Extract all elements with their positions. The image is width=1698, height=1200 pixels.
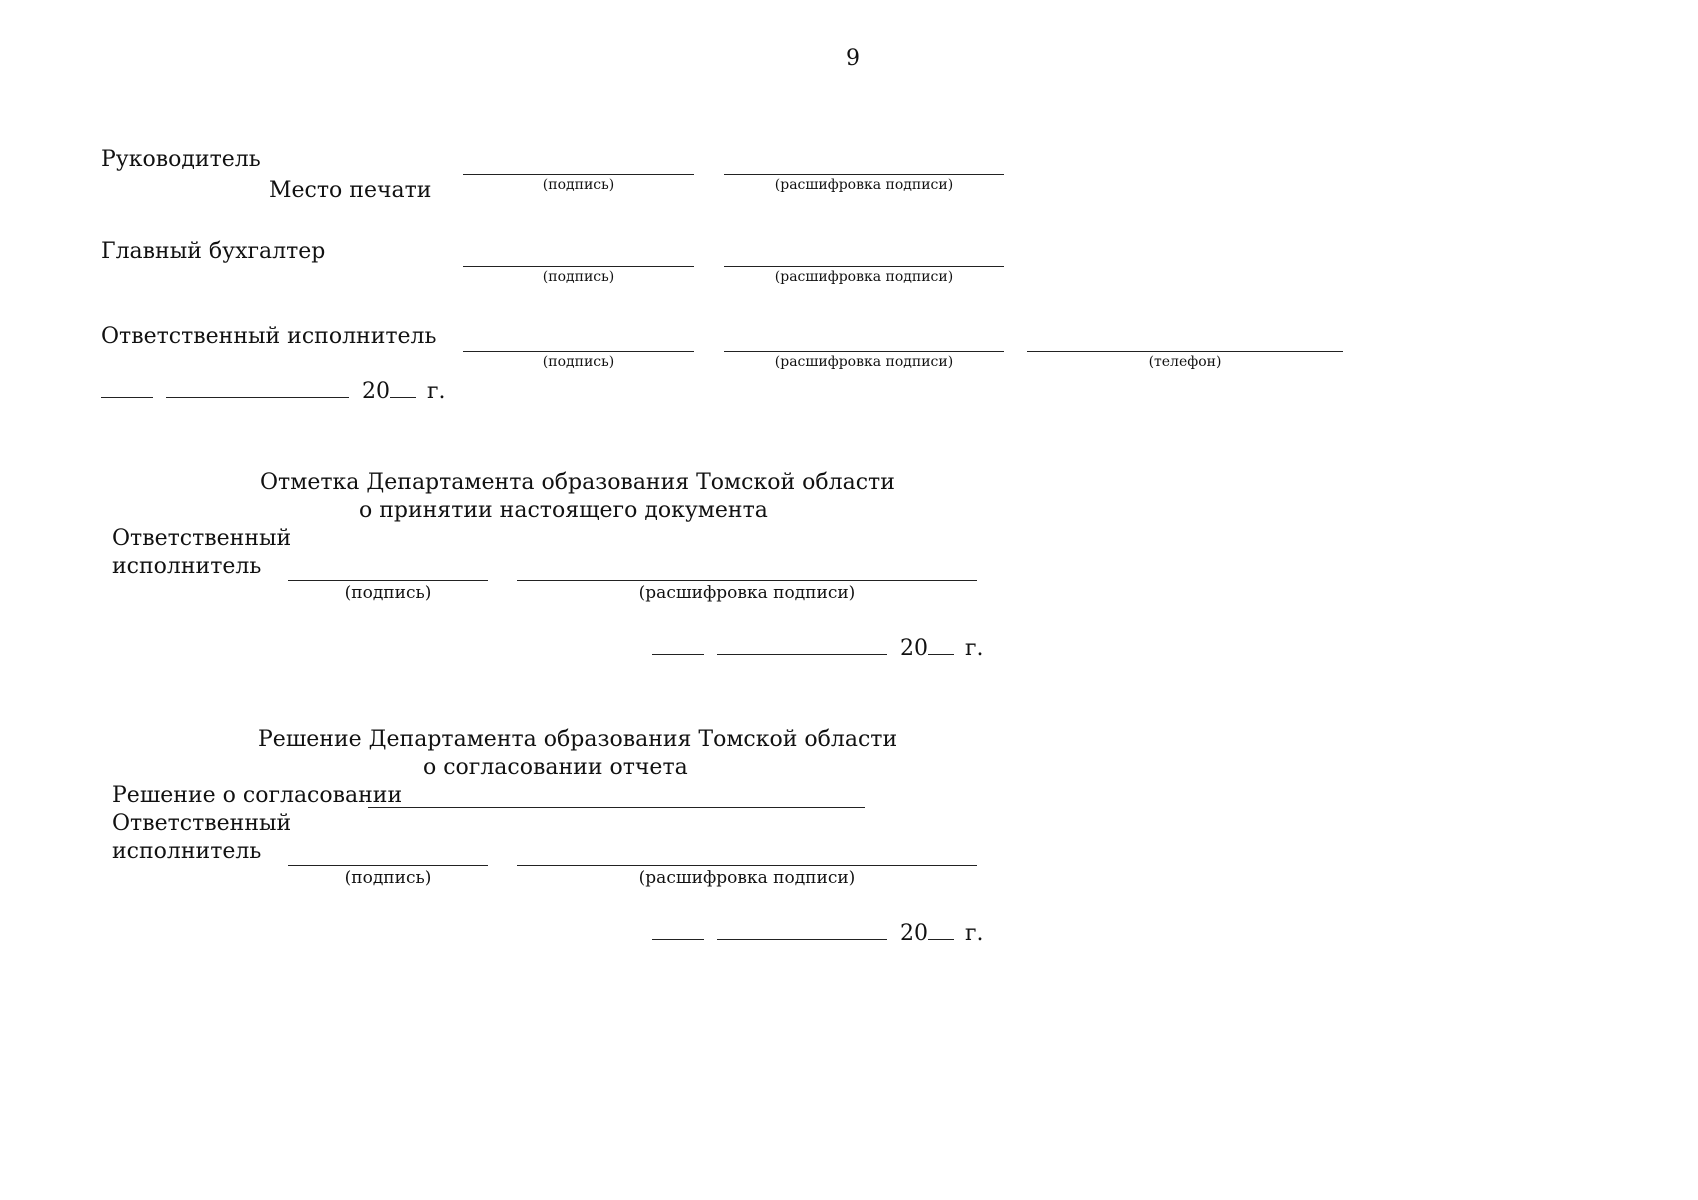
mark-date-year-blank[interactable] bbox=[928, 636, 954, 655]
decision-approval-line[interactable] bbox=[368, 807, 865, 808]
decision-date-year-prefix: 20 bbox=[900, 921, 928, 946]
mark-date-year-prefix: 20 bbox=[900, 636, 928, 661]
decision-date-field[interactable] bbox=[652, 921, 984, 946]
head-label: Руководитель bbox=[101, 147, 261, 172]
date-year-suffix: г. bbox=[427, 379, 446, 404]
date-month-blank[interactable] bbox=[166, 379, 349, 398]
decision-date-year-suffix: г. bbox=[965, 921, 984, 946]
mark-executor-line1: Ответственный bbox=[112, 526, 292, 551]
decision-date-day-blank[interactable] bbox=[652, 921, 704, 940]
decision-signature-line[interactable] bbox=[288, 865, 488, 866]
mark-title-line2: о принятии настоящего документа bbox=[359, 498, 768, 523]
chief-accountant-label: Главный бухгалтер bbox=[101, 239, 326, 264]
page-number: 9 bbox=[846, 46, 860, 71]
mark-decoding-line[interactable] bbox=[517, 580, 977, 581]
head-decoding-line[interactable] bbox=[724, 174, 1004, 175]
date-field[interactable] bbox=[101, 379, 446, 404]
decision-executor-line1: Ответственный bbox=[112, 811, 292, 836]
accountant-signature-line[interactable] bbox=[463, 266, 694, 267]
mark-date-year-suffix: г. bbox=[965, 636, 984, 661]
date-year-prefix: 20 bbox=[362, 379, 390, 404]
accountant-decoding-caption: (расшифровка подписи) bbox=[774, 269, 954, 285]
mark-signature-line[interactable] bbox=[288, 580, 488, 581]
executor-signature-caption: (подпись) bbox=[542, 354, 615, 370]
mark-date-day-blank[interactable] bbox=[652, 636, 704, 655]
accountant-signature-caption: (подпись) bbox=[542, 269, 615, 285]
mark-decoding-caption: (расшифровка подписи) bbox=[638, 583, 856, 603]
mark-date-month-blank[interactable] bbox=[717, 636, 887, 655]
head-decoding-caption: (расшифровка подписи) bbox=[774, 177, 954, 193]
seal-label: Место печати bbox=[269, 178, 432, 203]
decision-signature-caption: (подпись) bbox=[344, 868, 432, 888]
head-signature-caption: (подпись) bbox=[542, 177, 615, 193]
executor-phone-line[interactable] bbox=[1027, 351, 1343, 352]
decision-decoding-line[interactable] bbox=[517, 865, 977, 866]
executor-signature-line[interactable] bbox=[463, 351, 694, 352]
executor-decoding-caption: (расшифровка подписи) bbox=[774, 354, 954, 370]
decision-title-line2: о согласовании отчета bbox=[423, 755, 688, 780]
mark-title-line1: Отметка Департамента образования Томской области bbox=[260, 470, 895, 495]
head-signature-line[interactable] bbox=[463, 174, 694, 175]
executor-phone-caption: (телефон) bbox=[1148, 354, 1222, 370]
decision-date-year-blank[interactable] bbox=[928, 921, 954, 940]
mark-executor-line2: исполнитель bbox=[112, 554, 262, 579]
executor-label: Ответственный исполнитель bbox=[101, 324, 437, 349]
executor-decoding-line[interactable] bbox=[724, 351, 1004, 352]
accountant-decoding-line[interactable] bbox=[724, 266, 1004, 267]
mark-date-field[interactable] bbox=[652, 636, 984, 661]
decision-title-line1: Решение Департамента образования Томской области bbox=[258, 727, 898, 752]
decision-approval-label: Решение о согласовании bbox=[112, 783, 403, 808]
date-year-blank[interactable] bbox=[390, 379, 416, 398]
decision-decoding-caption: (расшифровка подписи) bbox=[638, 868, 856, 888]
decision-date-month-blank[interactable] bbox=[717, 921, 887, 940]
mark-signature-caption: (подпись) bbox=[344, 583, 432, 603]
date-day-blank[interactable] bbox=[101, 379, 153, 398]
decision-executor-line2: исполнитель bbox=[112, 839, 262, 864]
